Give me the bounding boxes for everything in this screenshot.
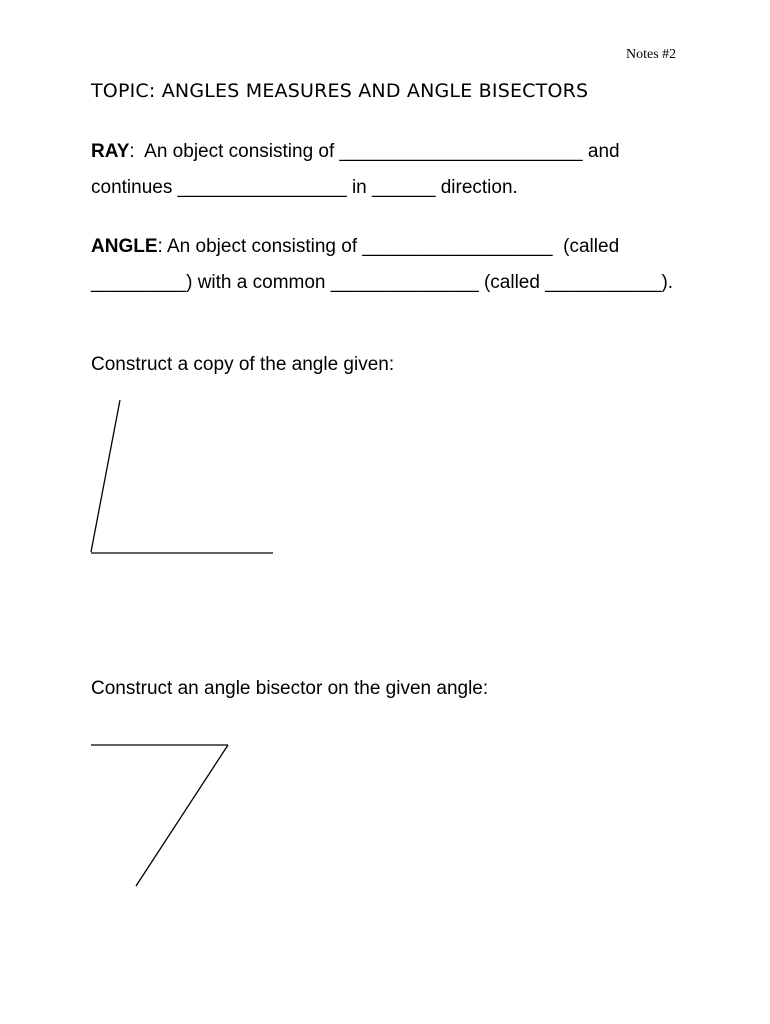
copy-angle-ray-slanted <box>91 400 120 552</box>
bisector-instruction: Construct an angle bisector on the given angle: <box>91 678 489 699</box>
angle-definition-line-2: _________) with a common ______________ (called ___________). <box>91 272 674 293</box>
ray-definition-line-2: continues ________________ in ______ direction. <box>91 177 518 198</box>
copy-angle-figure <box>91 400 273 553</box>
topic-heading: TOPIC: ANGLES MEASURES AND ANGLE BISECTORS <box>91 80 589 102</box>
bisector-angle-ray-slanted <box>136 745 228 886</box>
ray-definition-text-1: : An object consisting of _______________________ and <box>129 141 620 162</box>
copy-angle-instruction: Construct a copy of the angle given: <box>91 354 395 375</box>
angle-term: ANGLE <box>91 236 158 257</box>
angle-definition-text-1: : An object consisting of __________________ (called <box>157 236 620 257</box>
ray-term: RAY <box>91 141 130 162</box>
page-number: Notes #2 <box>626 47 677 62</box>
bisector-angle-figure <box>91 745 228 886</box>
